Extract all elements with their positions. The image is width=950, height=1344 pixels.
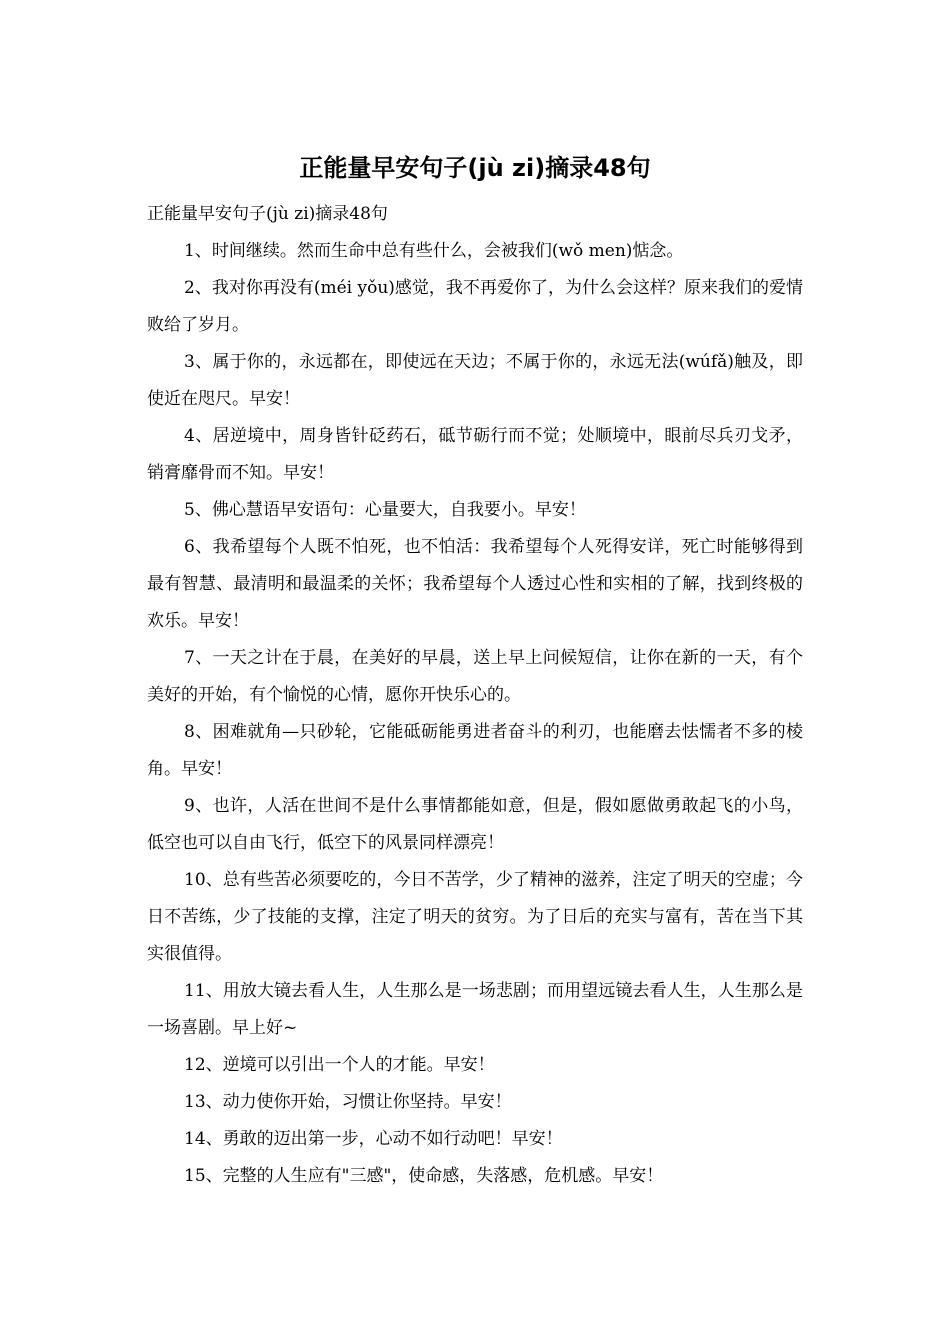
paragraph-15: 15、完整的人生应有"三感"，使命感，失落感，危机感。早安！: [184, 1166, 664, 1186]
paragraph-7: 7、一天之计在于晨，在美好的早晨，送上早上问候短信，让你在新的一天，有个美好的开始，有个愉悦的心情，愿你开快乐心的。: [147, 648, 803, 705]
paragraph-6: 6、我希望每个人既不怕死，也不怕活：我希望每个人死得安详，死亡时能够得到最有智慧、最清明和最温柔的关怀；我希望每个人透过心性和实相的了解，找到终极的欢乐。早安！: [147, 537, 803, 631]
paragraph-13: 13、动力使你开始，习惯让你坚持。早安！: [184, 1092, 512, 1112]
paragraph-5: 5、佛心慧语早安语句：心量要大，自我要小。早安！: [184, 500, 586, 520]
document-title: 正能量早安句子(jù zi)摘录48句: [299, 154, 651, 182]
paragraph-4: 4、居逆境中，周身皆针砭药石，砥节砺行而不觉；处顺境中，眼前尽兵刃戈矛，销膏靡骨而不知。早安！: [147, 426, 803, 483]
document-subtitle: 正能量早安句子(jù zi)摘录48句: [147, 204, 388, 224]
paragraph-3: 3、属于你的，永远都在，即使远在天边；不属于你的，永远无法(wúfǎ)触及，即使近在咫尺。早安！: [147, 352, 803, 409]
paragraph-12: 12、逆境可以引出一个人的才能。早安！: [184, 1055, 495, 1075]
paragraph-9: 9、也许，人活在世间不是什么事情都能如意，但是，假如愿做勇敢起飞的小鸟，低空也可以自由飞行，低空下的风景同样漂亮！: [147, 796, 803, 853]
paragraph-1: 1、时间继续。然而生命中总有些什么，会被我们(wǒ men)惦念。: [184, 241, 684, 261]
paragraph-14: 14、勇敢的迈出第一步，心动不如行动吧！早安！: [184, 1129, 563, 1149]
paragraph-11: 11、用放大镜去看人生，人生那么是一场悲剧；而用望远镜去看人生，人生那么是一场喜剧。早上好~: [147, 981, 803, 1038]
paragraph-8: 8、困难就角—只砂轮，它能砥砺能勇进者奋斗的利刃，也能磨去怯懦者不多的棱角。早安！: [147, 722, 803, 779]
paragraph-10: 10、总有些苦必须要吃的，今日不苦学，少了精神的滋养，注定了明天的空虚；今日不苦练，少了技能的支撑，注定了明天的贫穷。为了日后的充实与富有，苦在当下其实很值得。: [147, 870, 803, 964]
document-body: [147, 196, 803, 1195]
paragraph-2: 2、我对你再没有(méi yǒu)感觉，我不再爱你了，为什么会这样？原来我们的爱情败给了岁月。: [147, 278, 803, 335]
